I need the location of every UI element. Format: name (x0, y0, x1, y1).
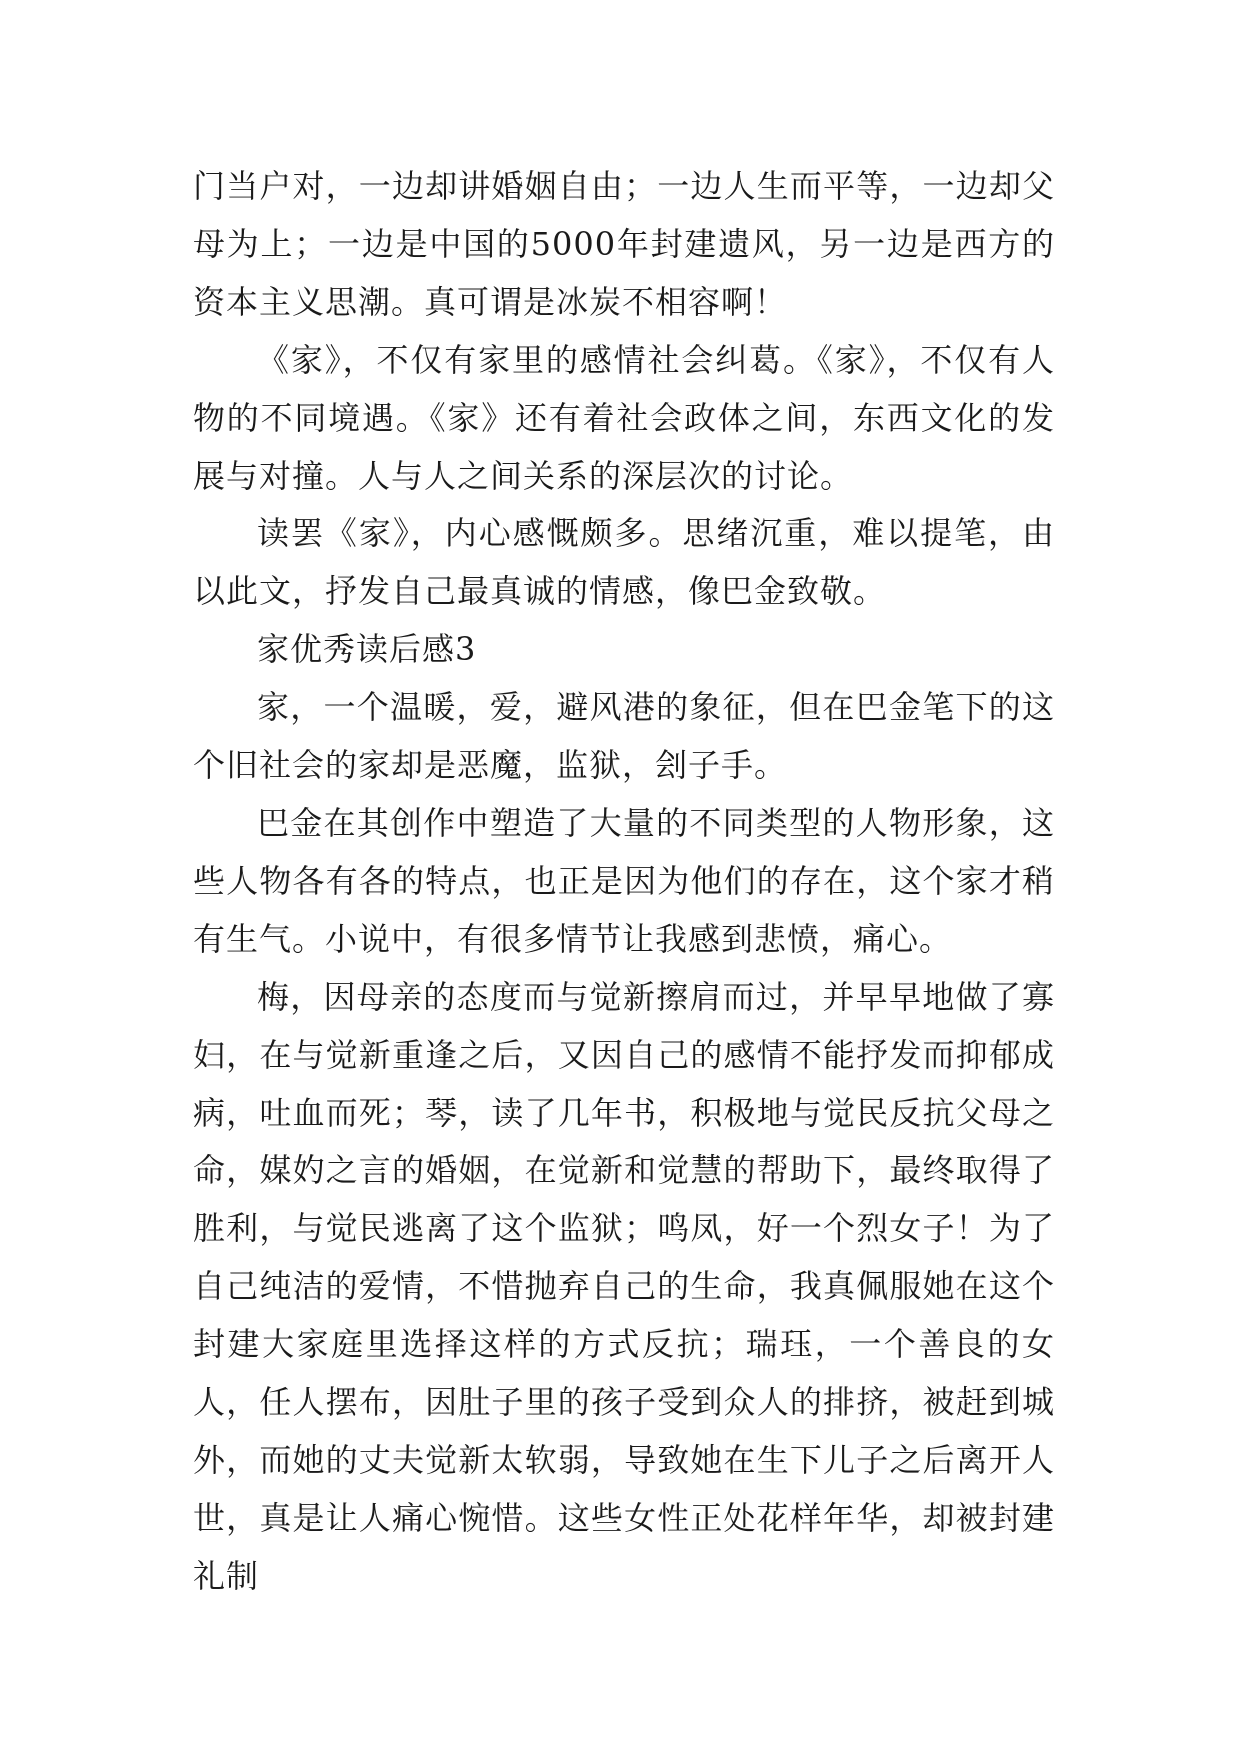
paragraph: 巴金在其创作中塑造了大量的不同类型的人物形象，这些人物各有各的特点，也正是因为他们的存在，这个家才稍有生气。小说中，有很多情节让我感到悲愤，痛心。 (193, 803, 1055, 958)
paragraph: 读罢《家》，内心感慨颇多。思绪沉重，难以提笔，由以此文，抒发自己最真诚的情感，像巴金致敬。 (193, 514, 1055, 611)
body-text (193, 158, 1055, 1606)
paragraph: 门当户对，一边却讲婚姻自由；一边人生而平等，一边却父母为上；一边是中国的5000年封建遗风，另一边是西方的资本主义思潮。真可谓是冰炭不相容啊！ (193, 167, 1055, 321)
paragraph: 梅，因母亲的态度而与觉新擦肩而过，并早早地做了寡妇，在与觉新重逢之后，又因自己的感情不能抒发而抑郁成病，吐血而死；琴，读了几年书，积极地与觉民反抗父母之命，媒妁之言的婚姻，在觉新和觉慧的帮助下，最终取得了胜利，与觉民逃离了这个监狱；鸣凤，好一个烈女子！为了自己纯洁的爱情，不惜抛弃自己的生命，我真佩服她在这个封建大家庭里选择这样的方式反抗；瑞珏，一个善良的女人，任人摆布，因肚子里的孩子受到众人的排挤，被赶到城外，而她的丈夫觉新太软弱，导致她在生下儿子之后离开人世，真是让人痛心惋惜。这些女性正处花样年华，却被封建礼制 (193, 977, 1055, 1595)
paragraph: 家，一个温暖，爱，避风港的象征，但在巴金笔下的这个旧社会的家却是恶魔，监狱，刽子手。 (193, 688, 1055, 785)
section-heading: 家优秀读后感3 (257, 630, 477, 669)
paragraph: 《家》，不仅有家里的感情社会纠葛。《家》，不仅有人物的不同境遇。《家》还有着社会政体之间，东西文化的发展与对撞。人与人之间关系的深层次的讨论。 (193, 340, 1055, 495)
